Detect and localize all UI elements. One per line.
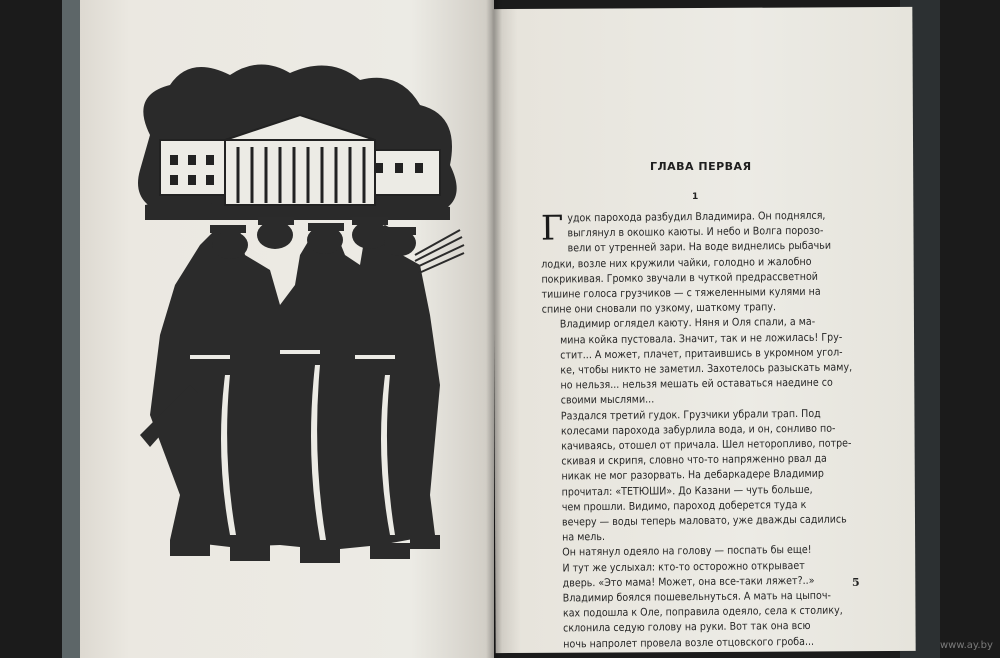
text-line: вечеру — воды теперь маловато, уже дважды садились (561, 513, 847, 529)
text-line: чем прошли. Видимо, пароход доберется туда к (561, 498, 807, 514)
text-line: Владимир оглядел каюту. Няня и Оля спали, а ма- (559, 316, 816, 331)
paragraph-5 (545, 588, 864, 652)
text-line: Владимир боялся пошевельнуться. А мать на цыпоч- (562, 589, 831, 605)
text-line: прочитал: «ТЕТЮШИ». До Казани — чуть больше, (561, 483, 813, 499)
paragraph-4 (544, 543, 862, 592)
text-line: колесами парохода забурлила вода, и он, сонливо по- (560, 422, 836, 438)
book-gutter-shadow (486, 0, 502, 658)
text-line: ночь напролет провела возле отцовского гроба... (563, 635, 815, 651)
paragraph-3 (543, 406, 862, 546)
paragraph-1 (541, 208, 860, 318)
chapter-title: ГЛАВА ПЕРВАЯ (650, 160, 752, 173)
text-line: стит... А может, плачет, притаившись в укромном угол- (560, 346, 843, 362)
woodcut-illustration (130, 55, 470, 585)
text-line: Раздался третий гудок. Грузчики убрали трап. Под (560, 407, 821, 423)
text-line: склонила седую голову на руки. Вот так она всю (563, 620, 811, 635)
text-line: мина койка пустовала. Значит, так и не ложилась! Гру- (559, 331, 843, 347)
text-line: выглянул в окошко каюты. И небо и Волга порозо- (567, 224, 824, 240)
text-line: никак не мог разорвать. На дебаркадере Владимир (561, 468, 824, 483)
text-line: скивая и скрипя, словно что-то напряженно рвал да (561, 452, 827, 468)
text-line: дверь. «Это мама! Может, она все-таки ляжет?..» (562, 574, 815, 590)
text-line: покрикивая. Громко звучали в чуткой предрассветной (541, 270, 819, 286)
text-line: на мель. (562, 531, 606, 544)
text-line: качиваясь, отошел от причала. Шел неторопливо, потре- (561, 437, 852, 453)
text-line: вели от утренней зари. На воде виднелись рыбачьи (567, 240, 832, 255)
drop-cap: Г (540, 208, 564, 249)
watermark: www.ay.by (940, 640, 993, 651)
soldiers-group (140, 217, 464, 563)
text-line: спине они сновали по узкому, шаткому трапу. (541, 301, 777, 316)
text-line: ке, чтобы никто не заметил. Захотелось разыскать маму, (560, 361, 853, 377)
text-line: тишине голоса грузчиков — с тяжеленными кулями на (541, 285, 821, 301)
text-line: ках подошла к Оле, поправила одеяло, села к столику, (562, 604, 843, 620)
section-number: 1 (692, 192, 699, 202)
body-text (541, 208, 864, 652)
page-number: 5 (852, 576, 860, 589)
text-line: Он натянул одеяло на голову — поспать бы еще! (562, 544, 812, 559)
text-line: И тут же услыхал: кто-то осторожно открывает (562, 559, 805, 575)
text-line: но нельзя... нельзя мешать ей оставаться наедине со (560, 376, 833, 392)
text-line: удок парохода разбудил Владимира. Он поднялся, (567, 209, 826, 225)
paragraph-2 (542, 315, 861, 410)
text-line: своими мыслями... (560, 393, 655, 407)
text-line: лодки, возле них кружили чайки, голодно и жалобно (541, 255, 812, 271)
